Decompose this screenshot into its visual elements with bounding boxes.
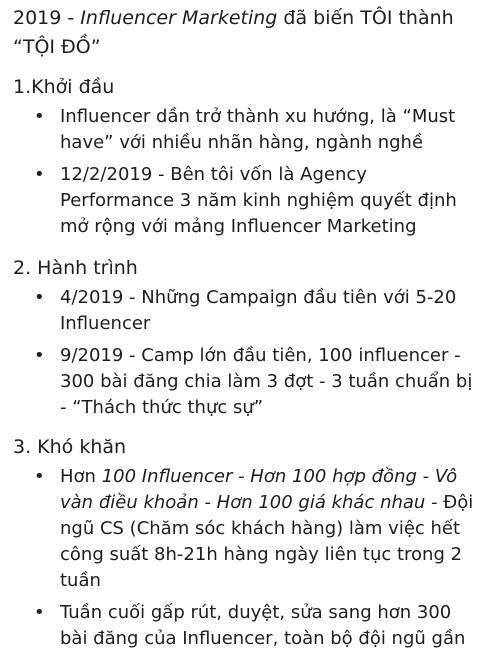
list-item-line: tuần: [60, 570, 101, 591]
bullet-icon: •: [34, 164, 45, 185]
list-item: [0, 343, 488, 421]
list-item-line: ngũ CS (Chăm sóc khách hàng) làm việc hết: [60, 518, 461, 539]
section-list-3: [0, 464, 488, 649]
list-item: [0, 104, 488, 156]
list-item-line: have” với nhiều nhãn hàng, ngành nghề: [60, 132, 424, 153]
list-item-line: 4/2019 - Những Campaign đầu tiên với 5-20: [60, 287, 457, 308]
list-item-line: Influencer: [60, 313, 151, 334]
list-item-line: Tuần cuối gấp rút, duyệt, sửa sang hơn 300: [60, 602, 452, 623]
list-item-line: mở rộng với mảng Influencer Marketing: [60, 216, 417, 237]
list-item-line: - “Thách thức thực sự”: [60, 397, 264, 418]
list-item: [0, 285, 488, 337]
section-list-2: [0, 285, 488, 421]
title-year: 2019 -: [13, 7, 81, 29]
list-item: [0, 600, 488, 649]
text-plain: Đội: [437, 492, 474, 513]
section-heading-2: 2. Hành trình: [13, 257, 138, 279]
text-plain: Hơn: [60, 466, 102, 487]
list-item-line: 300 bài đăng chia làm 3 đợt - 3 tuần chuẩn bị: [60, 371, 473, 392]
title-emphasis: Influencer Marketing: [80, 7, 278, 29]
list-item-line: Performance 3 năm kinh nghiệm quyết định: [60, 190, 457, 211]
list-item-line: [60, 490, 474, 516]
bullet-icon: •: [34, 602, 45, 623]
list-item-line: [60, 464, 474, 490]
title-rest: đã biến TÔI thành: [277, 7, 454, 29]
text-italic: vàn điều khoản - Hơn 100 giá khác nhau -: [60, 492, 438, 513]
list-item-line-cutoff: bài đăng của Influencer, toàn bộ đội ngũ gần: [60, 628, 466, 649]
list-item: [0, 464, 488, 594]
bullet-icon: •: [34, 106, 45, 127]
section-heading-3: 3. Khó khăn: [13, 436, 127, 458]
text-italic: 100 Influencer - Hơn 100 hợp đồng - Vô: [101, 466, 458, 487]
bullet-icon: •: [34, 466, 45, 487]
list-item-line: Influencer dần trở thành xu hướng, là “Must: [60, 106, 456, 127]
section-heading-1: 1.Khởi đầu: [13, 76, 115, 98]
list-item: [0, 162, 488, 240]
bullet-icon: •: [34, 287, 45, 308]
section-list-1: [0, 104, 488, 240]
bullet-icon: •: [34, 345, 45, 366]
post-title: [13, 4, 483, 62]
list-item-line: công suất 8h-21h hàng ngày liên tục trong 2: [60, 544, 463, 565]
list-item-line: 12/2/2019 - Bên tôi vốn là Agency: [60, 164, 367, 185]
title-line2: “TỘI ĐỒ”: [13, 36, 101, 58]
list-item-line: 9/2019 - Camp lớn đầu tiên, 100 influencer -: [60, 345, 461, 366]
